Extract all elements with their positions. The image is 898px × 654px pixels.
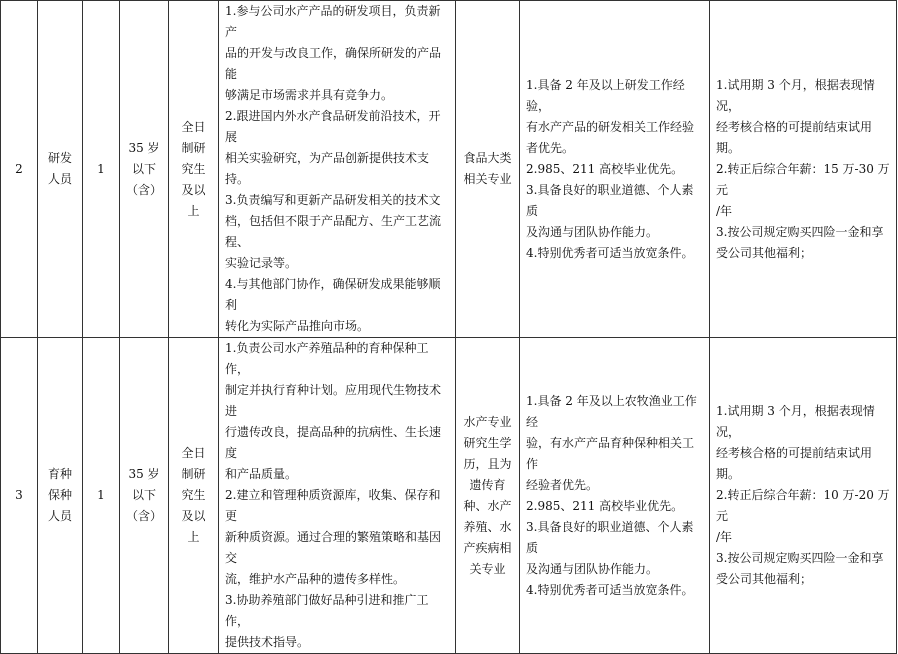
major-requirement: 水产专业 研究生学 历，且为 遗传育 种、水产 养殖、水 产疾病相 关专业 [456,338,520,654]
position-name: 育种 保种 人员 [38,338,83,654]
row-number: 2 [1,1,38,338]
age-requirement: 35 岁 以下 （含） [120,338,169,654]
job-duties: 1.参与公司水产产品的研发项目，负责新产 品的开发与改良工作，确保所研发的产品能 够满足市场需求并具有竞争力。 2.跟进国内外水产食品研发前沿技术，开展 相关实验研究，为产品创新提供技术支持。 3.负责编写和更新产品研发相关的技术文 档，包括但不限于产品配方、生产工艺流程、 实验记录等。 4.与其他部门协作，确保研发成果能够顺利 转化为实际产品推向市场。 [219,1,456,338]
job-requirements: 1.具备 2 年及以上农牧渔业工作经 验，有水产产品育种保种相关工作 经验者优先。 2.985、211 高校毕业优先。 3.具备良好的职业道德、个人素质 及沟通与团队协作能力。 4.特别优秀者可适当放宽条件。 [520,338,710,654]
job-duties: 1.负责公司水产养殖品种的育种保种工作， 制定并执行育种计划。应用现代生物技术进 行遗传改良，提高品种的抗病性、生长速度 和产品质量。 2.建立和管理种质资源库，收集、保存和更 新种质资源。通过合理的繁殖策略和基因交 流，维护水产品种的遗传多样性。 3.协助养殖部门做好品种引进和推广工作， 提供技术指导。 [219,338,456,654]
headcount: 1 [83,1,120,338]
salary-benefits: 1.试用期 3 个月，根据表现情况， 经考核合格的可提前结束试用期。 2.转正后综合年薪：10 万-20 万元 /年 3.按公司规定购买四险一金和享 受公司其他福利； [710,338,897,654]
row-number: 3 [1,338,38,654]
education-requirement: 全日 制研 究生 及以 上 [169,338,219,654]
table-row [1,338,897,654]
job-requirements: 1.具备 2 年及以上研发工作经验， 有水产产品的研发相关工作经验 者优先。 2.985、211 高校毕业优先。 3.具备良好的职业道德、个人素质 及沟通与团队协作能力。 4.特别优秀者可适当放宽条件。 [520,1,710,338]
salary-benefits: 1.试用期 3 个月，根据表现情况， 经考核合格的可提前结束试用期。 2.转正后综合年薪：15 万-30 万元 /年 3.按公司规定购买四险一金和享 受公司其他福利； [710,1,897,338]
table-row [1,1,897,338]
age-requirement: 35 岁 以下 （含） [120,1,169,338]
major-requirement: 食品大类 相关专业 [456,1,520,338]
headcount: 1 [83,338,120,654]
position-name: 研发 人员 [38,1,83,338]
education-requirement: 全日 制研 究生 及以 上 [169,1,219,338]
